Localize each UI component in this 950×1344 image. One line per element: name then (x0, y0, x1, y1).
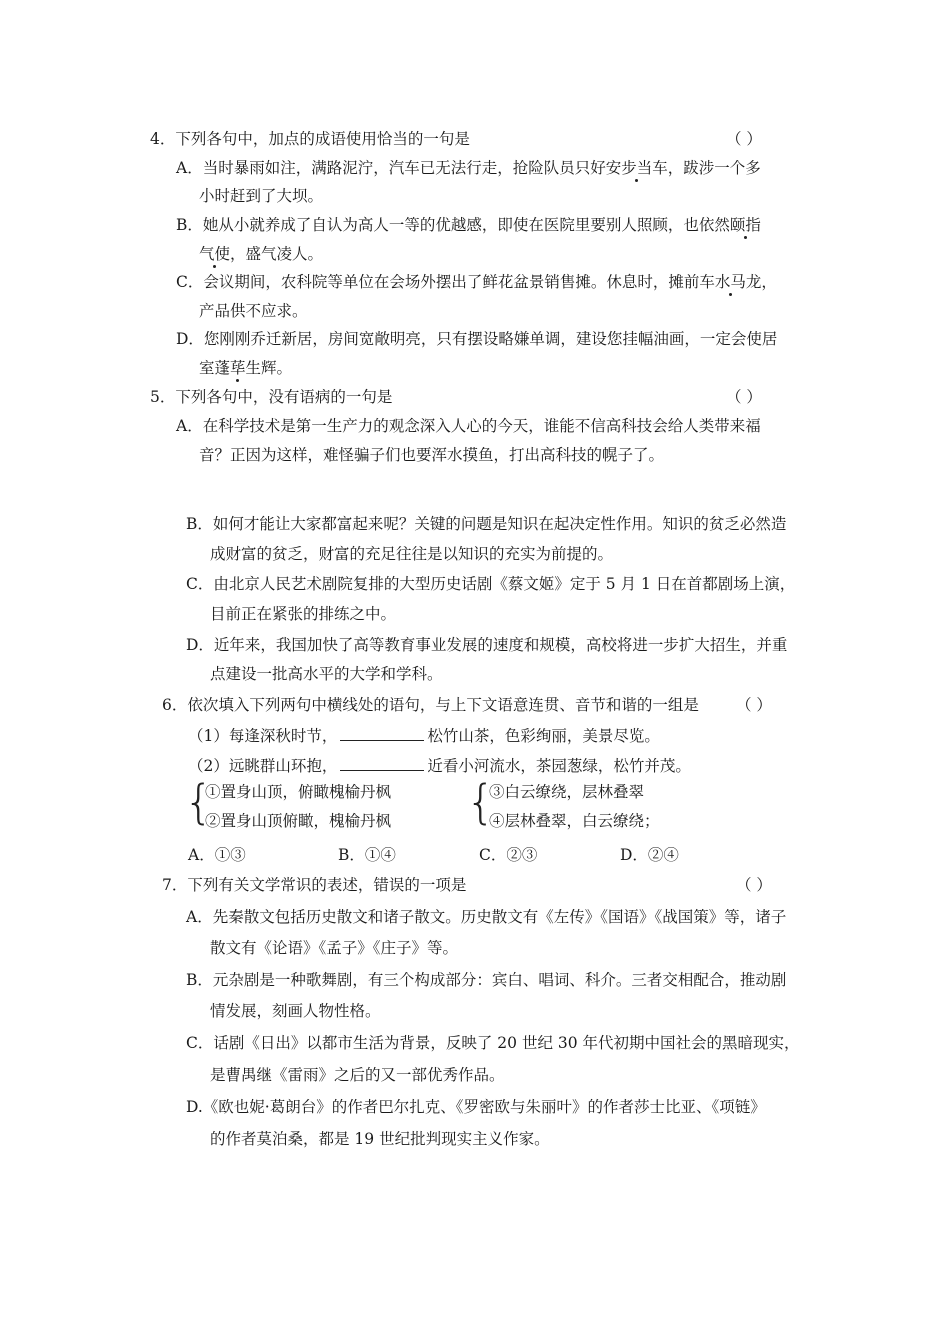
q6-answer-paren: （ ） (736, 696, 772, 714)
q4-option-c-emphasis: 车水马龙 (699, 273, 762, 291)
q6-brace-right: { (466, 775, 496, 829)
q6-choice-b: B．①④ (338, 846, 396, 864)
q7-option-c-line2: 是曹禺继《雷雨》之后的又一部优秀作品。 (210, 1066, 505, 1084)
q4-option-c-line2: 产品供不应求。 (199, 302, 308, 320)
q6-choice-a: A．①③ (188, 846, 246, 864)
q4-option-a-line1: A．当时暴雨如注，满路泥泞，汽车已无法行走，抢险队员只好安步当车，跋涉一个多 (176, 159, 761, 177)
q7-option-a-line2: 散文有《论语》《孟子》《庄子》等。 (210, 939, 459, 957)
q7-option-b-line2: 情发展，刻画人物性格。 (210, 1002, 381, 1020)
q6-choice-d: D．②④ (620, 846, 679, 864)
q7-option-d-line1: D.《欧也妮·葛朗台》的作者巴尔扎克、《罗密欧与朱丽叶》的作者莎士比亚、《项链》 (186, 1098, 766, 1116)
q5-option-c-line2: 目前正在紧张的排练之中。 (210, 605, 397, 623)
q4-option-b-line2: 气使，盛气凌人。 (199, 245, 324, 263)
q4-option-d-line2: 室蓬荜生辉。 (199, 359, 293, 377)
q7-option-c-line1: C．话剧《日出》以都市生活为背景，反映了 20 世纪 30 年代初期中国社会的黑暗现实， (186, 1034, 800, 1052)
q5-answer-paren: （ ） (726, 388, 762, 406)
q6-sentence-1: （1）每逢深秋时节， 松竹山茶，色彩绚丽，美景尽览。 (188, 727, 660, 745)
q4-option-c-line1: C．会议期间，农科院等单位在会场外摆出了鲜花盆景销售摊。休息时，摊前车水马龙， (176, 273, 777, 291)
q4-option-b-line1: B．她从小就养成了自认为高人一等的优越感，即使在医院里要别人照顾，也依然颐指 (176, 216, 761, 234)
q7-option-d-line2: 的作者莫泊桑，都是 19 世纪批判现实主义作家。 (210, 1130, 550, 1148)
q7-option-b-line1: B．元杂剧是一种歌舞剧，有三个构成部分：宾白、唱词、科介。三者交相配合，推动剧 (186, 971, 787, 989)
q7-answer-paren: （ ） (736, 876, 772, 894)
q6-option-1: ①置身山顶，俯瞰槐榆丹枫 (205, 783, 392, 801)
q5-option-c-line1: C．由北京人民艺术剧院复排的大型历史话剧《蔡文姬》定于 5 月 1 日在首都剧场上演， (186, 575, 796, 593)
q4-option-b-emphasis-2: 气使 (199, 245, 231, 263)
q5-stem: 5．下列各句中，没有语病的一句是 (150, 388, 393, 406)
q6-sentence-2: （2）远眺群山环抱， 近看小河流水，茶园葱绿，松竹并茂。 (188, 757, 691, 775)
q4-option-a-line2: 小时赶到了大坝。 (199, 187, 324, 205)
q4-option-d-line1: D．您刚刚乔迁新居，房间宽敞明亮，只有摆设略嫌单调，建设您挂幅油画，一定会使居 (176, 330, 778, 348)
q5-option-b-line2: 成财富的贫乏，财富的充足往往是以知识的充实为前提的。 (210, 545, 614, 563)
q6-blank-1 (340, 726, 424, 741)
q4-option-a-emphasis: 安步当车 (605, 159, 668, 177)
q5-option-d-line2: 点建设一批高水平的大学和学科。 (210, 665, 443, 683)
q6-brace-left: { (184, 775, 214, 829)
q6-choice-c: C．②③ (479, 846, 538, 864)
q7-option-a-line1: A．先秦散文包括历史散文和诸子散文。历史散文有《左传》《国语》《战国策》等，诸子 (186, 908, 787, 926)
q5-option-a-line2: 音？正因为这样，难怪骗子们也要浑水摸鱼，打出高科技的幌子了。 (199, 446, 665, 464)
q6-option-2: ②置身山顶俯瞰，槐榆丹枫 (205, 812, 392, 830)
q6-stem: 6．依次填入下列两句中横线处的语句，与上下文语意连贯、音节和谐的一组是 (162, 696, 699, 714)
q6-blank-2 (340, 756, 424, 771)
q4-answer-paren: （ ） (726, 130, 762, 148)
q4-option-d-emphasis: 室蓬荜生辉 (199, 359, 277, 377)
q6-option-3: ③白云缭绕，层林叠翠 (489, 783, 645, 801)
q4-option-b-emphasis-1: 颐指 (729, 216, 761, 234)
q7-stem: 7．下列有关文学常识的表述，错误的一项是 (162, 876, 467, 894)
q5-option-b-line1: B．如何才能让大家都富起来呢？关键的问题是知识在起决定性作用。知识的贫乏必然造 (186, 515, 787, 533)
q5-option-d-line1: D．近年来，我国加快了高等教育事业发展的速度和规模，高校将进一步扩大招生，并重 (186, 636, 788, 654)
q4-stem: 4．下列各句中，加点的成语使用恰当的一句是 (150, 130, 470, 148)
q6-option-4: ④层林叠翠，白云缭绕； (489, 812, 660, 830)
q5-option-a-line1: A．在科学技术是第一生产力的观念深入人心的今天，谁能不信高科技会给人类带来福 (176, 417, 761, 435)
